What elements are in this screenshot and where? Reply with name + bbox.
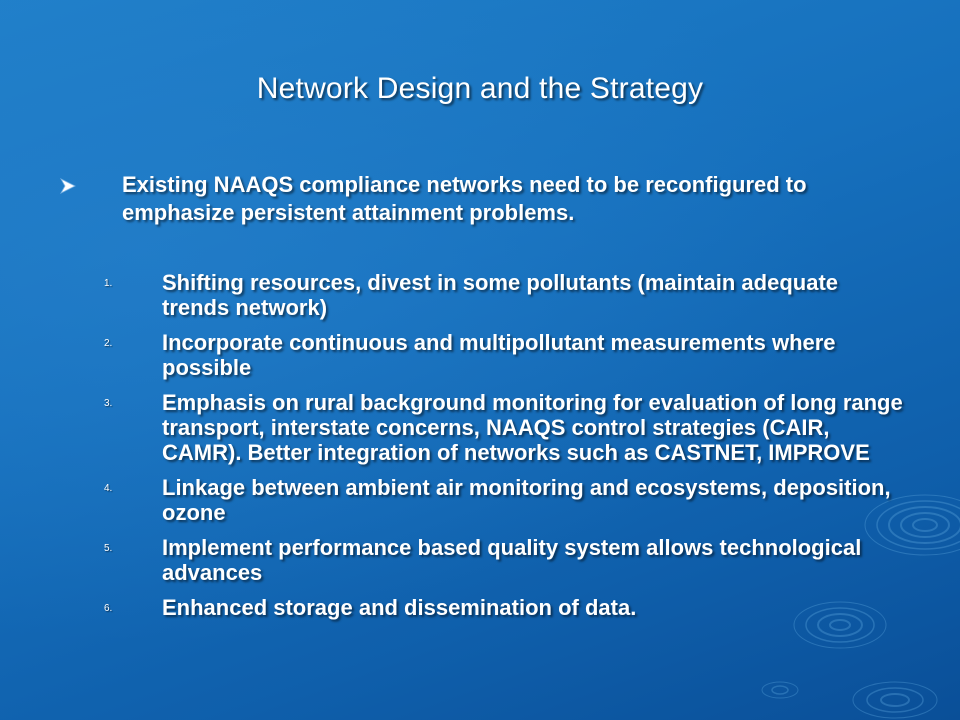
list-item-number: 1. xyxy=(104,278,113,289)
list-item xyxy=(100,535,910,585)
main-bullet xyxy=(60,171,910,227)
list-item-text: Linkage between ambient air monitoring and ecosystems, deposition, ozone xyxy=(162,475,891,525)
list-item-number: 4. xyxy=(104,483,113,494)
list-item-text: Shifting resources, divest in some pollutants (maintain adequate trends network) xyxy=(162,270,839,320)
list-item xyxy=(100,330,910,380)
list-item-number: 5. xyxy=(104,543,113,554)
list-item xyxy=(100,270,910,320)
list-item-number: 6. xyxy=(104,603,113,614)
list-item-text: Emphasis on rural background monitoring for evaluation of long range transport, interstate concerns, NAAQS control strategies (CAIR, CAMR). Better integration of networks such as CASTNET, IMPROVE xyxy=(162,390,903,465)
list-item xyxy=(100,595,910,620)
list-item-number: 3. xyxy=(104,398,113,409)
list-item-text: Incorporate continuous and multipollutant measurements where possible xyxy=(162,330,836,380)
list-item-text: Implement performance based quality system allows technological advances xyxy=(162,535,862,585)
slide-title: Network Design and the Strategy xyxy=(256,72,704,105)
list-item-text: Enhanced storage and dissemination of data. xyxy=(162,595,637,620)
list-item xyxy=(100,475,910,525)
numbered-list xyxy=(100,270,910,630)
main-bullet-text: Existing NAAQS compliance networks need to be reconfigured to emphasize persistent attainment problems. xyxy=(122,172,807,225)
list-item-number: 2. xyxy=(104,338,113,349)
arrow-bullet-icon xyxy=(60,178,76,194)
list-item xyxy=(100,390,910,465)
